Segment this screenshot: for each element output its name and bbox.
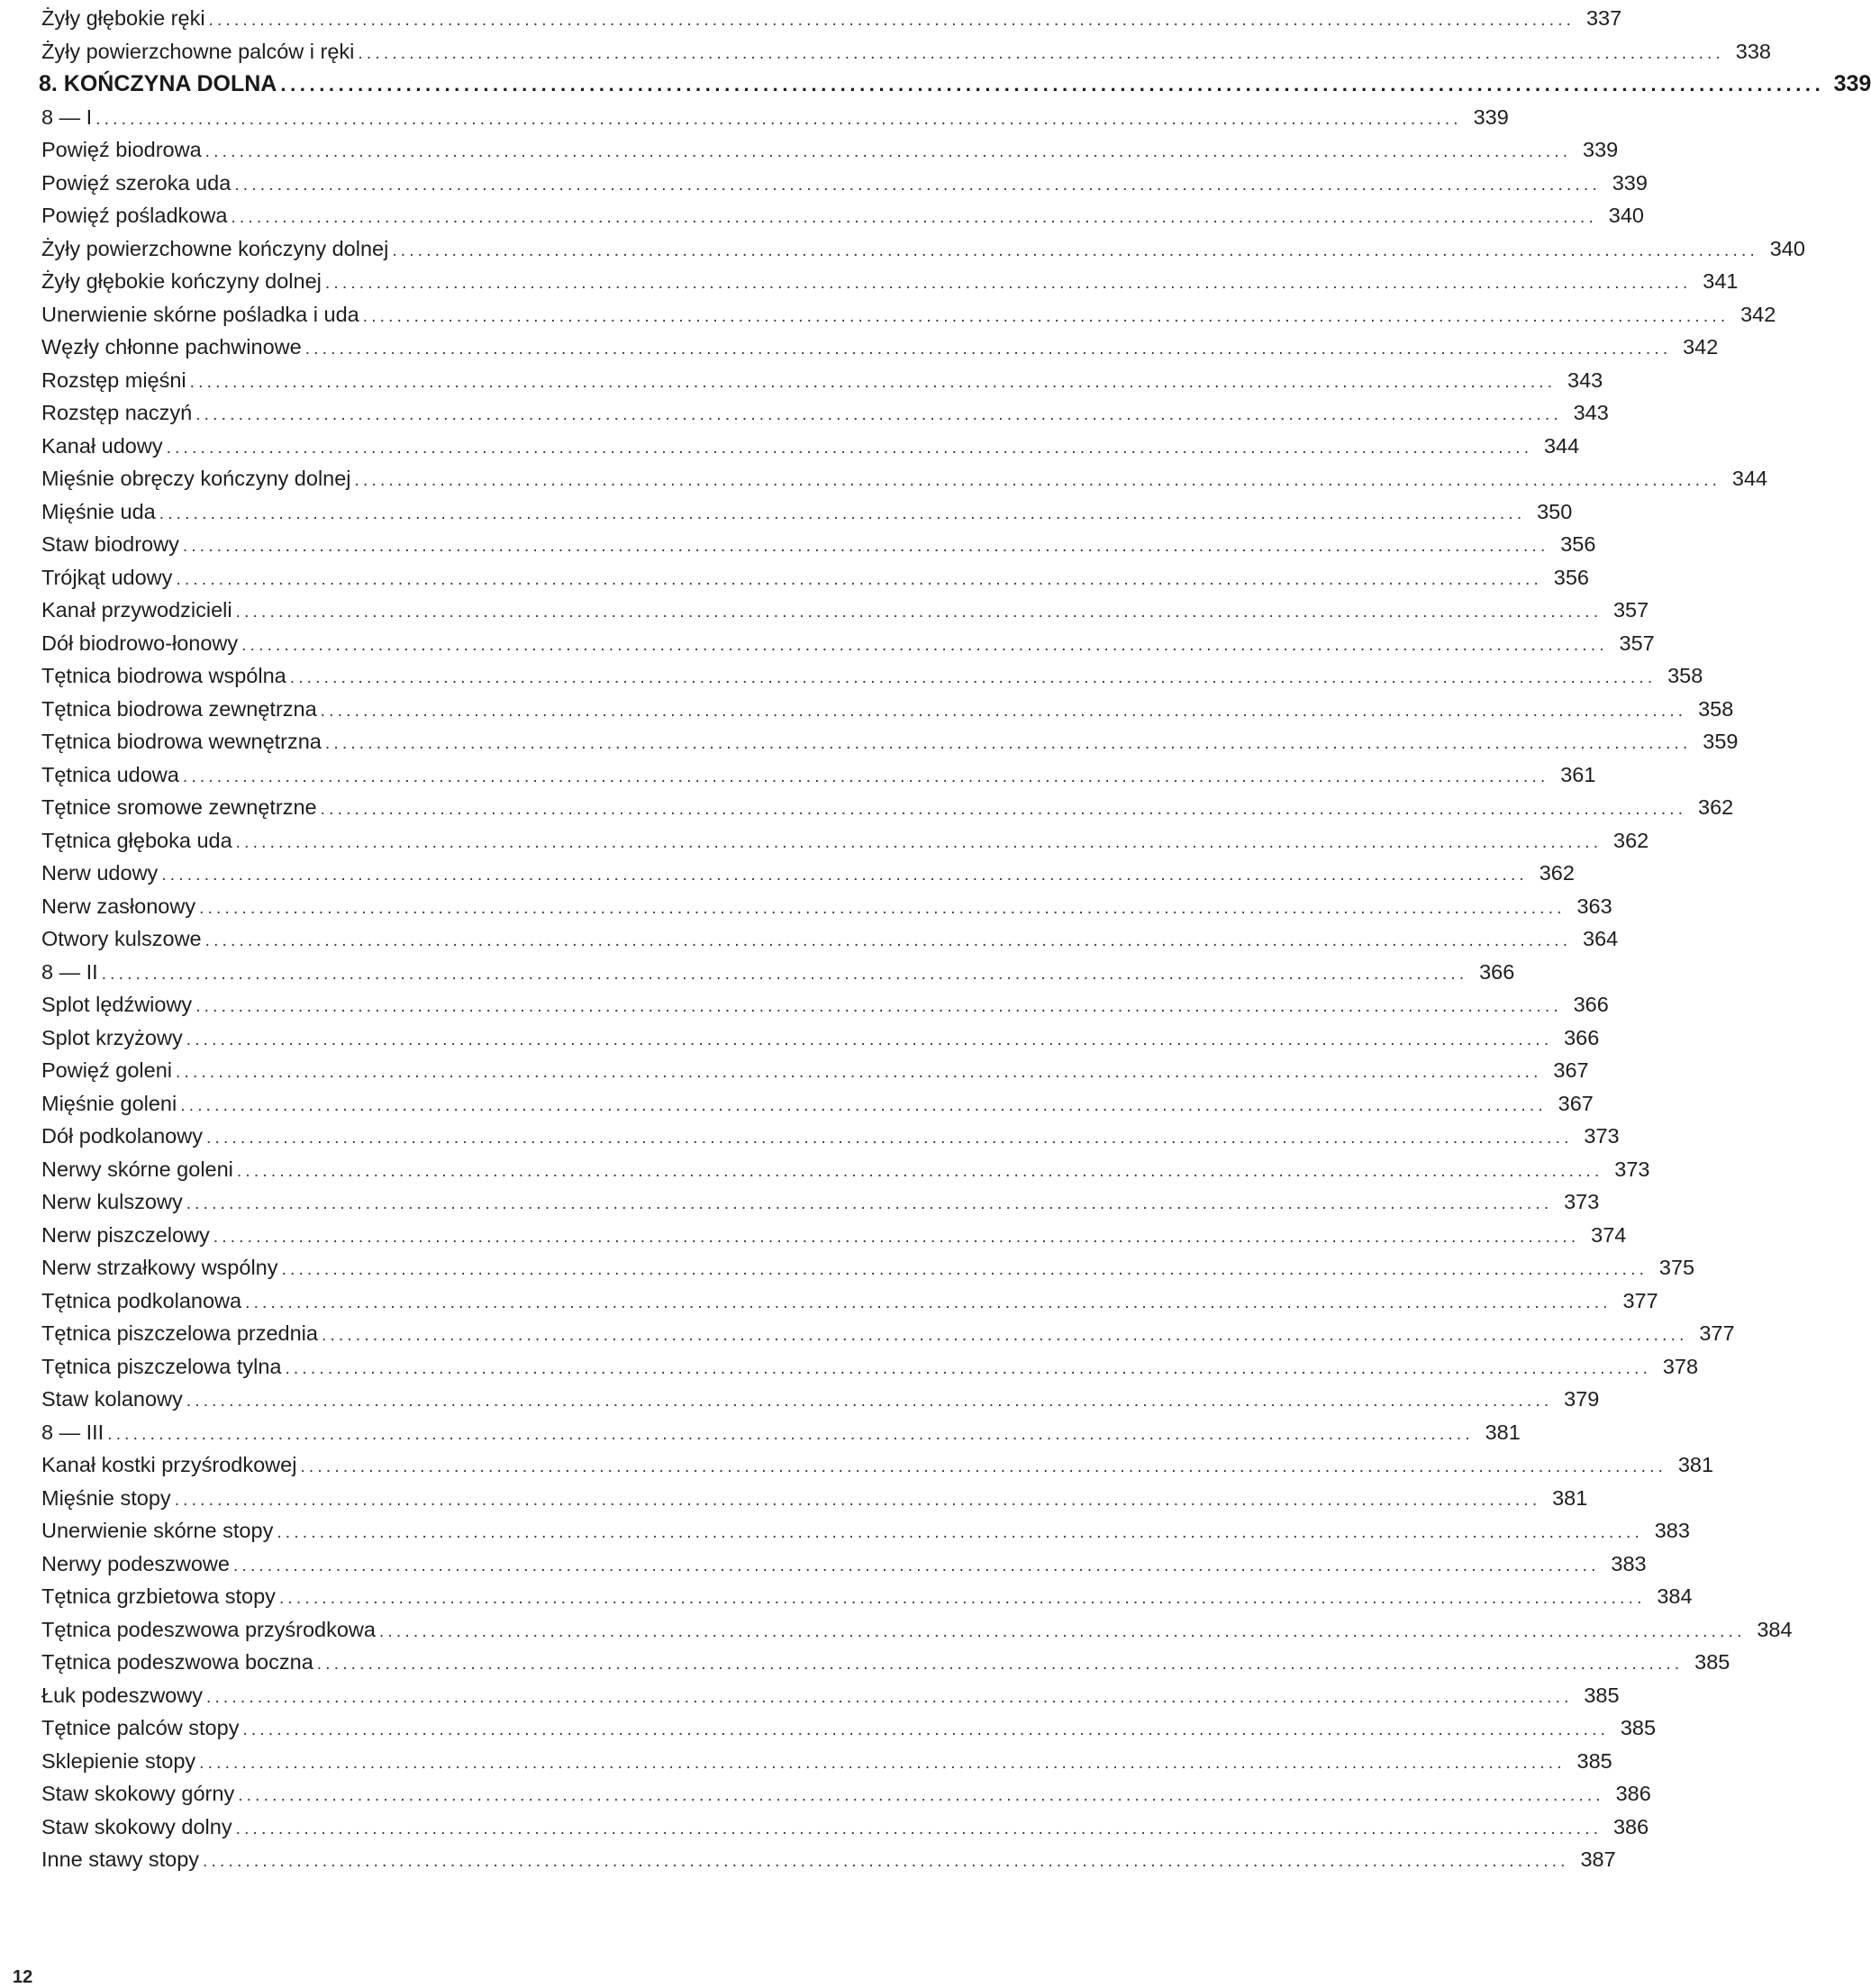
toc-entry-page: 337 [1585,6,1622,30]
toc-entry-page: 385 [1620,1716,1657,1739]
toc-entry [41,1646,1730,1679]
dot-leader: ................................................................................................................................................................ [234,175,1601,195]
dot-leader: ................................................................................................................................................................ [300,1457,1667,1476]
toc-entry-title: Nerw zasłonowy [41,894,196,918]
toc-entry [41,35,1772,68]
toc-entry-title: Kanał przywodzicieli [41,598,232,622]
toc-entry-page: 357 [1619,631,1655,655]
dot-leader: ................................................................................................................................................................ [245,1293,1612,1312]
toc-entry-page: 362 [1613,828,1649,852]
dot-leader: ................................................................................................................................................................ [213,1227,1580,1247]
toc-entry-page: 383 [1611,1551,1647,1575]
toc-entry-page: 374 [1591,1222,1627,1247]
page-number: 12 [13,1967,33,1987]
toc-entry-page: 339 [1833,71,1871,96]
dot-leader: ................................................................................................................................................................ [378,1621,1746,1641]
toc-entry-title: Trójkąt udowy [41,565,173,589]
toc-entry [41,1613,1793,1647]
table-of-contents [39,2,1871,1876]
dot-leader: ................................................................................................................................................................ [161,866,1528,885]
dot-leader: ................................................................................................................................................................ [304,340,1672,359]
toc-entry [41,1317,1735,1350]
toc-entry [41,561,1590,595]
toc-entry-page: 381 [1677,1453,1714,1476]
toc-entry [41,1679,1620,1712]
toc-entry-page: 373 [1614,1157,1650,1181]
dot-leader: ................................................................................................................................................................ [235,832,1603,852]
toc-entry-page: 384 [1657,1584,1693,1608]
dot-leader: ................................................................................................................................................................ [238,1786,1604,1805]
toc-entry [41,1514,1690,1548]
toc-entry-page: 379 [1564,1387,1600,1411]
toc-entry [41,101,1509,134]
toc-entry-title: Powięź biodrowa [41,138,202,161]
dot-leader: ................................................................................................................................................................ [358,43,1725,63]
toc-entry-title: Staw biodrowy [41,532,179,556]
toc-entry-title: Kanał udowy [41,433,163,458]
toc-entry-title: Nerw piszczelowy [41,1222,210,1247]
toc-entry-title: Tętnica podeszwowa przyśrodkowa [41,1617,376,1641]
toc-entry-title: Mięśnie uda [41,499,156,523]
toc-entry [41,1054,1589,1087]
toc-entry [41,1416,1521,1449]
toc-entry-page: 367 [1558,1091,1594,1115]
dot-leader: ................................................................................................................................................................ [205,1129,1573,1148]
dot-leader: ................................................................................................................................................................ [392,241,1758,260]
toc-entry-title: Rozstęp naczyń [41,401,193,424]
dot-leader: ................................................................................................................................................................ [180,1095,1547,1115]
toc-entry-page: 386 [1615,1782,1651,1805]
dot-leader: ................................................................................................................................................................ [95,109,1462,129]
dot-leader: ................................................................................................................................................................ [285,1358,1652,1378]
toc-entry-page: 358 [1667,664,1703,687]
toc-entry-title: Tętnica podkolanowa [41,1288,242,1312]
dot-leader: ................................................................................................................................................................ [316,1655,1684,1674]
dot-leader: ................................................................................................................................................................ [208,11,1576,30]
toc-entry-page: 350 [1537,499,1573,523]
toc-entry-title: 8 — II [41,959,98,984]
toc-entry-title: Żyły powierzchowne palców i ręki [41,39,355,63]
toc-entry-title: Dół biodrowo-łonowy [41,631,239,655]
toc-entry-title: Żyły głębokie kończyny dolnej [41,269,322,293]
toc-entry [41,430,1580,463]
toc-entry [41,1350,1699,1384]
toc-entry-page: 381 [1552,1485,1588,1510]
dot-leader: ................................................................................................................................................................ [242,1720,1610,1739]
toc-entry-title: Nerw udowy [41,861,159,885]
toc-entry-title: Tętnica biodrowa wewnętrzna [41,730,322,753]
toc-entry-page: 362 [1698,795,1734,819]
dot-leader: ................................................................................................................................................................ [278,1589,1646,1608]
toc-entry-page: 342 [1740,302,1776,326]
toc-entry-title: Tętnica piszczelowa przednia [41,1321,318,1345]
toc-entry [41,594,1649,627]
toc-entry [41,857,1575,890]
toc-entry [41,1219,1627,1252]
toc-entry-title: Powięź goleni [41,1058,173,1082]
toc-entry [41,462,1768,495]
dot-leader: ................................................................................................................................................................ [289,668,1657,687]
toc-entry-title: 8. KOŃCZYNA DOLNA [39,71,277,96]
toc-entry-page: 342 [1683,335,1719,359]
toc-entry [41,1251,1695,1284]
toc-entry-title: Mięśnie obręczy kończyny dolnej [41,467,351,490]
toc-entry-page: 364 [1583,927,1619,950]
toc-entry [41,133,1619,167]
toc-entry-title: Tętnica biodrowa zewnętrzna [41,696,317,721]
toc-entry [41,265,1739,298]
dot-leader: ................................................................................................................................................................ [203,1852,1569,1871]
toc-entry-title: Żyły głębokie ręki [41,6,205,30]
toc-entry-title: Tętnice sromowe zewnętrzne [41,795,317,819]
toc-entry [41,791,1734,824]
toc-entry [41,298,1776,331]
toc-entry-title: Staw kolanowy [41,1387,183,1411]
dot-leader: ................................................................................................................................................................ [235,603,1603,622]
toc-entry-title: Tętnica grzbietowa stopy [41,1584,276,1608]
dot-leader: ................................................................................................................................................................ [277,1523,1643,1542]
toc-entry [41,1120,1620,1153]
dot-leader: ................................................................................................................................................................ [176,1063,1542,1082]
toc-entry-title: Powięź szeroka uda [41,170,232,195]
toc-entry [41,1284,1658,1318]
toc-entry-page: 386 [1612,1814,1649,1838]
toc-entry-page: 377 [1622,1288,1658,1312]
toc-entry [41,922,1619,956]
toc-entry-title: Mięśnie stopy [41,1485,171,1510]
toc-entry [41,627,1655,660]
toc-entry-title: Nerwy podeszwowe [41,1551,230,1575]
dot-leader: ................................................................................................................................................................ [101,964,1468,984]
toc-entry-page: 385 [1576,1748,1612,1773]
toc-entry [41,232,1805,266]
toc-entry [41,693,1734,726]
dot-leader: ................................................................................................................................................................ [236,1161,1603,1181]
toc-entry [41,167,1648,200]
toc-entry [41,199,1645,232]
dot-leader: ................................................................................................................................................................ [280,73,1825,95]
toc-entry-title: Dół podkolanowy [41,1124,203,1148]
toc-entry [41,1087,1594,1121]
toc-entry-page: 381 [1485,1420,1521,1444]
toc-entry-page: 362 [1539,861,1575,885]
dot-leader: ................................................................................................................................................................ [186,1392,1553,1411]
dot-leader: ................................................................................................................................................................ [324,734,1692,753]
toc-entry [41,364,1603,397]
toc-entry [41,956,1515,989]
toc-entry [41,659,1703,693]
toc-entry-title: Tętnica podeszwowa boczna [41,1650,313,1674]
toc-entry [41,396,1609,430]
toc-entry [41,1185,1600,1219]
dot-leader: ................................................................................................................................................................ [320,800,1687,819]
toc-entry-title: Tętnica głęboka uda [41,828,232,852]
toc-entry-page: 366 [1573,993,1609,1016]
toc-entry-page: 359 [1703,730,1739,753]
toc-entry-page: 384 [1757,1617,1793,1641]
toc-entry-page: 366 [1479,959,1515,984]
toc-entry [41,1153,1650,1186]
toc-entry-title: Żyły powierzchowne kończyny dolnej [41,236,389,260]
toc-entry [41,725,1739,758]
toc-entry-title: 8 — III [41,1420,104,1444]
dot-leader: ................................................................................................................................................................ [159,504,1526,523]
toc-entry [41,1777,1651,1811]
toc-entry-title: Inne stawy stopy [41,1847,200,1871]
toc-entry-page: 343 [1573,401,1609,424]
toc-entry [41,758,1596,792]
toc-entry-title: Otwory kulszowe [41,927,202,950]
toc-entry-page: 339 [1473,104,1509,129]
toc-entry-page: 341 [1703,269,1739,293]
toc-entry-page: 373 [1584,1124,1620,1148]
toc-entry-title: Nerw strzałkowy wspólny [41,1256,278,1279]
dot-leader: ................................................................................................................................................................ [186,1194,1553,1213]
toc-entry-title: Sklepienie stopy [41,1748,196,1773]
dot-leader: ................................................................................................................................................................ [205,1687,1573,1707]
toc-entry-title: Tętnice palców stopy [41,1716,240,1739]
toc-entry [41,495,1573,529]
toc-entry-title: Powięź pośladkowa [41,204,228,227]
toc-entry-page: 385 [1694,1650,1730,1674]
toc-entry-page: 373 [1564,1190,1600,1213]
toc-entry-title: Unerwienie skórne pośladka i uda [41,302,359,326]
dot-leader: ................................................................................................................................................................ [362,306,1730,326]
dot-leader: ................................................................................................................................................................ [232,1556,1600,1575]
dot-leader: ................................................................................................................................................................ [182,767,1549,786]
toc-entry-page: 344 [1543,433,1580,458]
toc-entry [41,1745,1612,1778]
toc-entry-page: 344 [1731,467,1768,490]
toc-entry [41,988,1609,1021]
toc-entry-page: 361 [1560,762,1596,786]
dot-leader: ................................................................................................................................................................ [176,569,1543,589]
dot-leader: ................................................................................................................................................................ [195,997,1562,1016]
toc-entry-page: 378 [1662,1354,1699,1378]
toc-entry [41,1482,1588,1515]
dot-leader: ................................................................................................................................................................ [281,1260,1648,1279]
toc-entry-page: 340 [1608,204,1645,227]
toc-entry-title: Staw skokowy dolny [41,1814,232,1838]
dot-leader: ................................................................................................................................................................ [354,471,1721,490]
toc-entry-title: Łuk podeszwowy [41,1683,203,1707]
toc-entry-title: Unerwienie skórne stopy [41,1519,274,1542]
toc-entry-page: 366 [1564,1025,1600,1049]
toc-entry [41,331,1719,364]
toc-entry-title: Nerw kulszowy [41,1190,183,1213]
toc-entry-page: 357 [1612,598,1649,622]
toc-entry-title: Tętnica udowa [41,762,179,786]
toc-entry-title: Węzły chłonne pachwinowe [41,335,302,359]
toc-entry-page: 367 [1553,1058,1589,1082]
toc-entry [41,528,1596,561]
toc-entry [41,1843,1616,1876]
toc-entry [41,1711,1657,1745]
toc-entry-page: 356 [1553,565,1590,589]
toc-entry-title: 8 — I [41,104,93,129]
toc-entry [41,1580,1693,1613]
toc-entry-title: Splot lędźwiowy [41,993,193,1016]
toc-entry-page: 375 [1658,1256,1695,1279]
toc-entry-title: Staw skokowy górny [41,1782,235,1805]
toc-entry-title: Tętnica biodrowa wspólna [41,664,286,687]
dot-leader: ................................................................................................................................................................ [199,1753,1566,1773]
dot-leader: ................................................................................................................................................................ [199,898,1566,918]
dot-leader: ................................................................................................................................................................ [195,405,1562,424]
toc-entry-page: 387 [1580,1847,1616,1871]
toc-entry [41,890,1612,923]
toc-entry [41,1448,1714,1482]
dot-leader: ................................................................................................................................................................ [231,208,1598,227]
toc-entry-page: 377 [1699,1321,1735,1345]
toc-entry [41,1021,1600,1055]
toc-entry [41,1548,1647,1581]
toc-entry-page: 343 [1567,368,1603,392]
toc-entry-page: 356 [1560,532,1596,556]
toc-entry-page: 339 [1612,170,1648,195]
dot-leader: ................................................................................................................................................................ [324,274,1692,293]
toc-entry-title: Kanał kostki przyśrodkowej [41,1453,297,1476]
toc-entry-page: 358 [1698,696,1734,721]
toc-entry-page: 383 [1654,1519,1690,1542]
dot-leader: ................................................................................................................................................................ [235,1819,1603,1838]
dot-leader: ................................................................................................................................................................ [189,372,1557,392]
toc-entry-title: Nerwy skórne goleni [41,1157,233,1181]
toc-entry-page: 385 [1584,1683,1620,1707]
toc-entry-title: Mięśnie goleni [41,1091,177,1115]
dot-leader: ................................................................................................................................................................ [321,1326,1688,1345]
toc-entry-title: Tętnica piszczelowa tylna [41,1354,282,1378]
toc-entry-page: 339 [1583,138,1619,161]
toc-chapter-heading [39,68,1871,101]
dot-leader: ................................................................................................................................................................ [186,1030,1553,1049]
dot-leader: ................................................................................................................................................................ [182,537,1549,556]
toc-entry [41,1383,1600,1416]
dot-leader: ................................................................................................................................................................ [204,931,1572,950]
toc-entry [41,1811,1649,1844]
dot-leader: ................................................................................................................................................................ [241,635,1608,655]
dot-leader: ................................................................................................................................................................ [204,142,1572,161]
dot-leader: ................................................................................................................................................................ [174,1490,1541,1510]
dot-leader: ................................................................................................................................................................ [107,1424,1474,1444]
toc-entry [41,824,1649,858]
toc-entry-title: Rozstęp mięśni [41,368,186,392]
dot-leader: ................................................................................................................................................................ [320,701,1687,721]
dot-leader: ................................................................................................................................................................ [166,438,1533,458]
toc-entry-page: 338 [1735,39,1772,63]
toc-entry-title: Splot krzyżowy [41,1025,183,1049]
toc-entry [41,2,1622,35]
toc-entry-page: 363 [1576,894,1612,918]
toc-entry-page: 340 [1769,236,1805,260]
